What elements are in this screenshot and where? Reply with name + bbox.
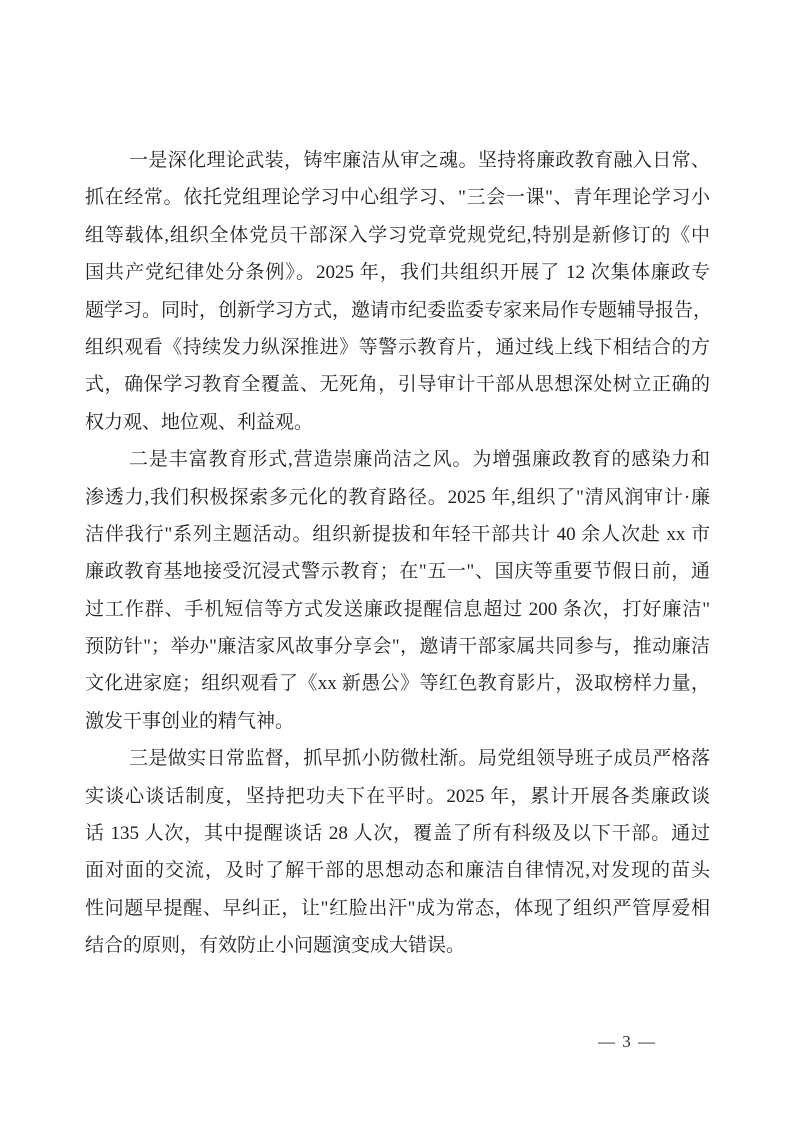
text-line: 性问题早提醒、早纠正，让"红脸出汗"成为常态，体现了组织严管厚爱相	[85, 897, 710, 919]
text-line: 二是丰富教育形式,营造崇廉尚洁之风。为增强廉政教育的感染力和	[129, 449, 710, 471]
text-line: 渗透力,我们积极探索多元化的教育路径。2025 年,组织了"清风润审计·廉	[85, 486, 710, 508]
text-line: 文化进家庭；组织观看了《xx 新愚公》等红色教育影片，汲取榜样力量，	[85, 673, 710, 695]
text-line: 一是深化理论武装，铸牢廉洁从审之魂。坚持将廉政教育融入日常、	[129, 150, 710, 171]
page-number: — 3 —	[598, 1032, 657, 1051]
text-line: 组等载体,组织全体党员干部深入学习党章党规党纪,特别是新修订的《中	[85, 224, 710, 246]
text-line: 题学习。同时，创新学习方式，邀请市纪委监委专家来局作专题辅导报告，	[85, 299, 713, 321]
text-line: 话 135 人次，其中提醒谈话 28 人次，覆盖了所有科级及以下干部。通过	[85, 823, 710, 845]
paragraph-2	[85, 441, 710, 740]
text-line: 三是做实日常监督，抓早抓小防微杜渐。局党组领导班子成员严格落	[129, 748, 710, 770]
text-line: 国共产党纪律处分条例》。2025 年，我们共组织开展了 12 次集体廉政专	[85, 262, 710, 284]
text-line: 廉政教育基地接受沉浸式警示教育；在"五一"、国庆等重要节假日前，通	[85, 561, 710, 583]
document-body	[85, 142, 713, 965]
text-line: 组织观看《持续发力纵深推进》等警示教育片，通过线上线下相结合的方	[85, 336, 710, 358]
text-line: 式，确保学习教育全覆盖、无死角，引导审计干部从思想深处树立正确的	[85, 374, 710, 396]
text-line: 面对面的交流，及时了解干部的思想动态和廉洁自律情况,对发现的苗头	[85, 860, 710, 882]
text-line: 权力观、地位观、利益观。	[85, 411, 314, 433]
text-line: 实谈心谈话制度，坚持把功夫下在平时。2025 年，累计开展各类廉政谈	[85, 785, 710, 807]
text-line: 预防针"；举办"廉洁家风故事分享会"，邀请干部家属共同参与，推动廉洁	[85, 636, 710, 658]
paragraph-3	[85, 740, 710, 964]
text-line: 过工作群、手机短信等方式发送廉政提醒信息超过 200 条次，打好廉洁"	[85, 598, 710, 620]
text-line: 洁伴我行"系列主题活动。组织新提拔和年轻干部共计 40 余人次赴 xx 市	[85, 523, 710, 545]
text-line: 结合的原则，有效防止小问题演变成大错误。	[85, 935, 466, 957]
text-line: 激发干事创业的精气神。	[85, 710, 295, 732]
paragraph-1	[85, 142, 713, 441]
text-line: 抓在经常。依托党组理论学习中心组学习、"三会一课"、青年理论学习小	[85, 187, 710, 209]
